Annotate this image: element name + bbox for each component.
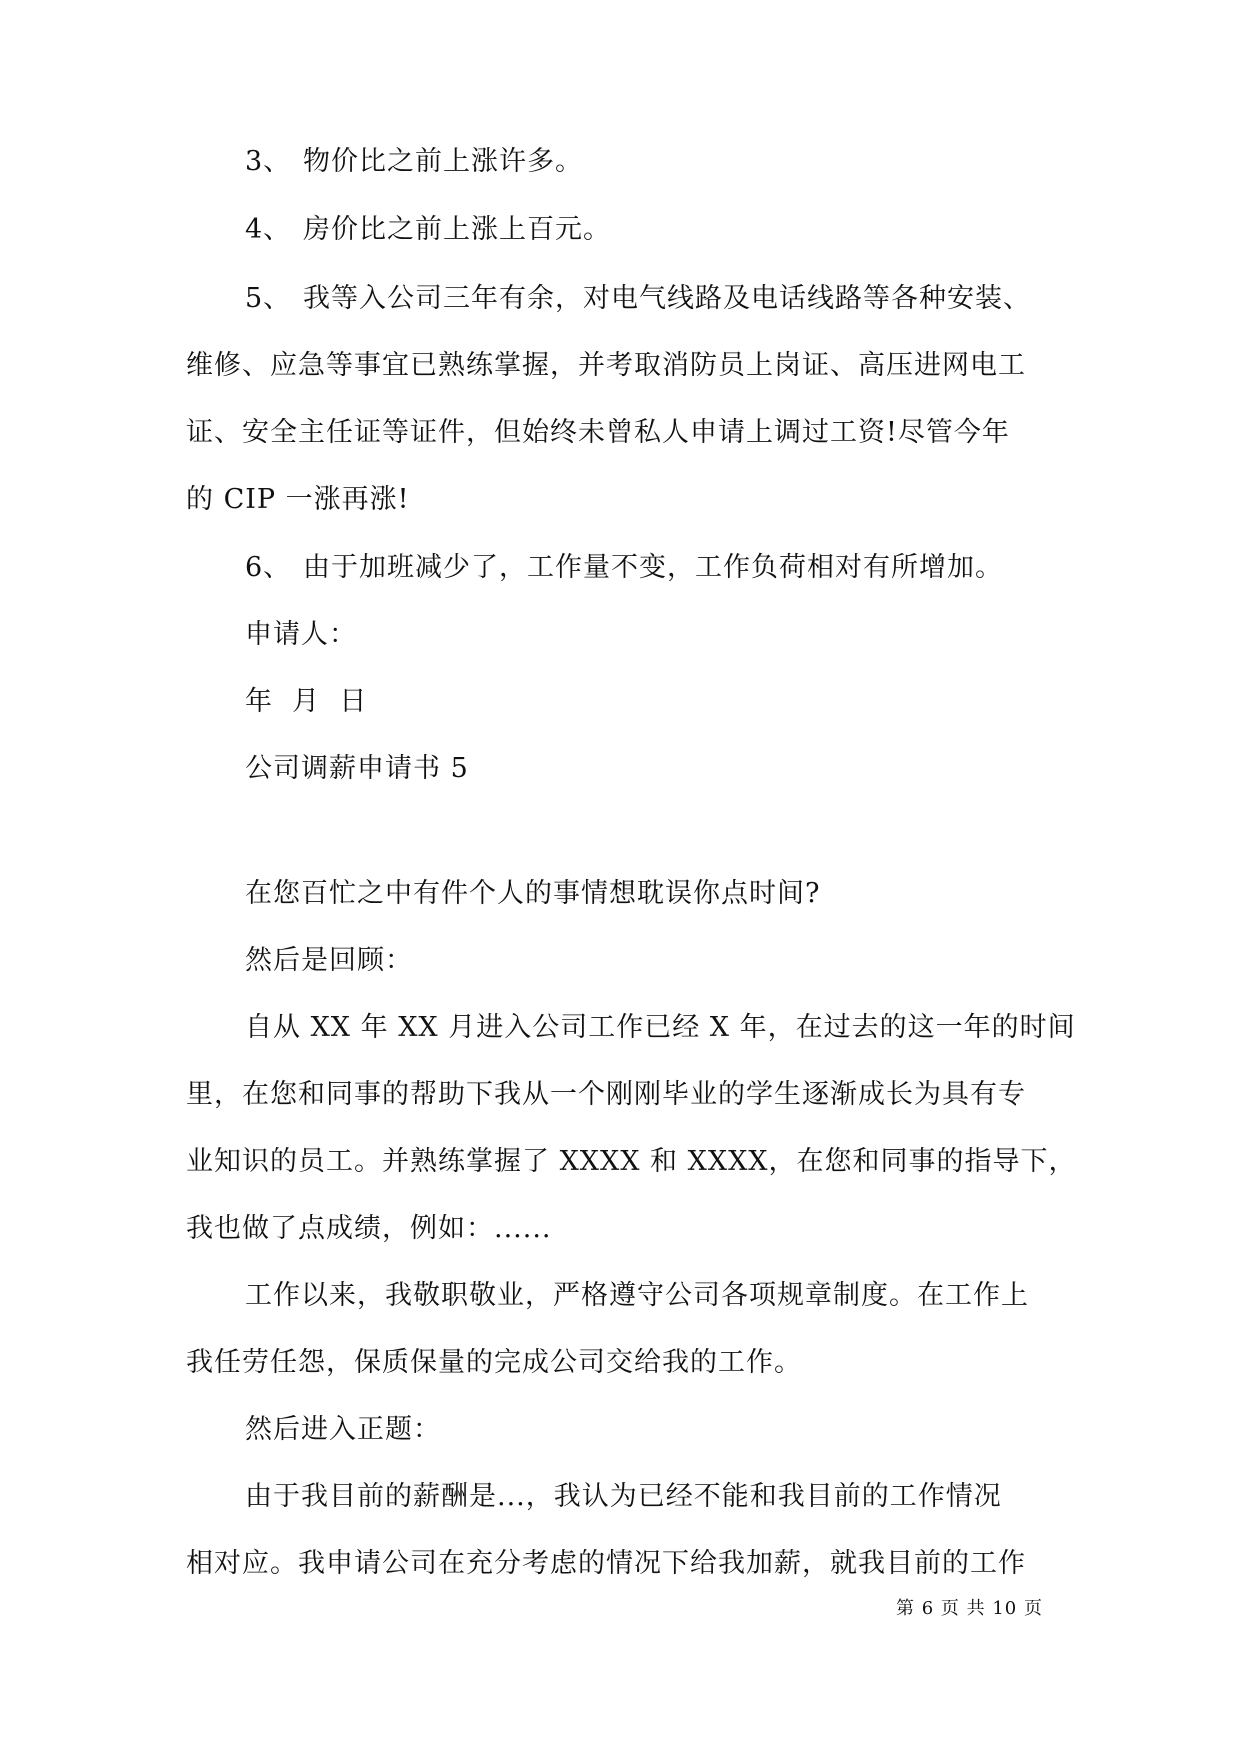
list-text: 物价比之前上涨许多。	[303, 146, 583, 177]
applicant-label: 申请人：	[245, 619, 357, 650]
list-item-5-continued: 维修、应急等事宜已熟练掌握，并考取消防员上岗证、高压进网电工	[186, 350, 1026, 381]
paragraph-since-line: 我也做了点成绩，例如：......	[186, 1213, 552, 1244]
list-number: 6、	[245, 552, 292, 583]
paragraph-review: 然后是回顾：	[245, 945, 413, 976]
paragraph-since-line: 自从 XX 年 XX 月进入公司工作已经 X 年，在过去的这一年的时间	[245, 1012, 1076, 1043]
list-item-5-continued: 证、安全主任证等证件，但始终未曾私人申请上调过工资!尽管今年	[186, 417, 1010, 448]
paragraph-topic: 然后进入正题：	[245, 1414, 441, 1445]
list-number: 3、	[245, 146, 292, 177]
list-item-4	[245, 210, 611, 250]
list-item-5	[245, 279, 1031, 319]
list-number: 5、	[245, 283, 292, 314]
list-text: 我等入公司三年有余，对电气线路及电话线路等各种安装、	[303, 283, 1031, 314]
list-item-6	[245, 548, 1003, 588]
list-number: 4、	[245, 214, 292, 245]
paragraph-intro: 在您百忙之中有件个人的事情想耽误你点时间?	[245, 878, 821, 909]
page-footer: 第 6 页 共 10 页	[896, 1598, 1043, 1619]
paragraph-since-line: 里，在您和同事的帮助下我从一个刚刚毕业的学生逐渐成长为具有专	[186, 1079, 1026, 1110]
list-text: 房价比之前上涨上百元。	[303, 214, 611, 245]
paragraph-salary-line: 由于我目前的薪酬是...，我认为已经不能和我目前的工作情况	[245, 1481, 1002, 1512]
list-item-3	[245, 142, 583, 182]
paragraph-since-line: 业知识的员工。并熟练掌握了 XXXX 和 XXXX，在您和同事的指导下，	[186, 1146, 1077, 1177]
paragraph-work-line: 工作以来，我敬职敬业，严格遵守公司各项规章制度。在工作上	[245, 1280, 1029, 1311]
section-title: 公司调薪申请书 5	[245, 753, 469, 784]
paragraph-work-line: 我任劳任怨，保质保量的完成公司交给我的工作。	[186, 1347, 802, 1378]
list-item-5-continued: 的 CIP 一涨再涨!	[186, 484, 410, 515]
list-text: 由于加班减少了，工作量不变，工作负荷相对有所增加。	[303, 552, 1003, 583]
date-line: 年 月 日	[245, 686, 368, 717]
paragraph-salary-line: 相对应。我申请公司在充分考虑的情况下给我加薪，就我目前的工作	[186, 1548, 1026, 1579]
